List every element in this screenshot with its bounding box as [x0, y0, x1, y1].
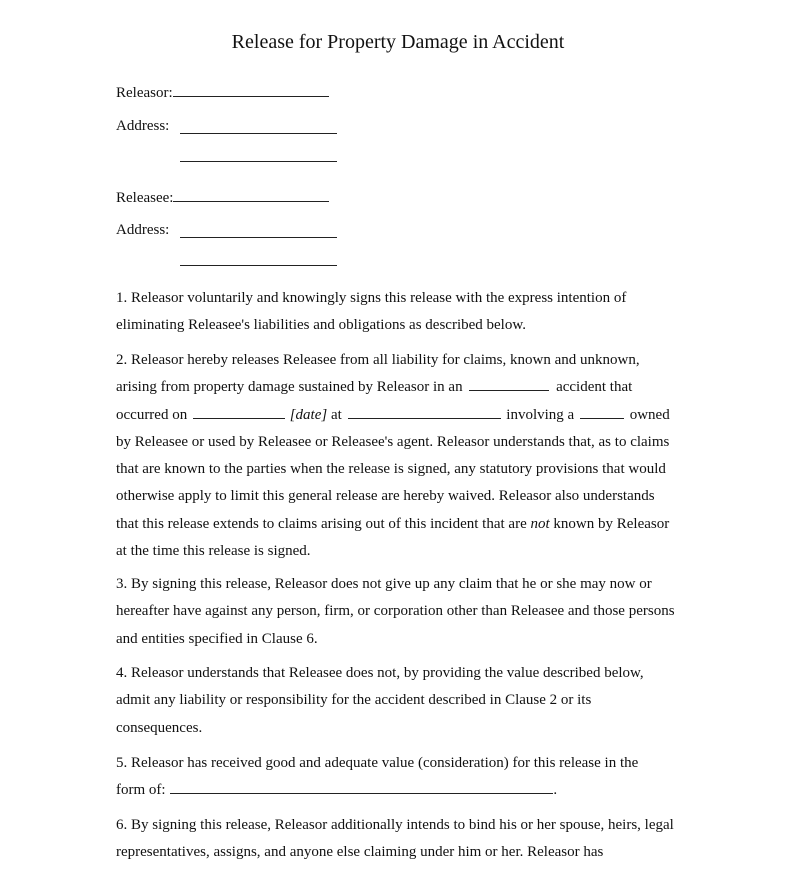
clause-2-rest-b: known by Releasor at the time this release is signed. [116, 515, 670, 560]
date-hint: [date] [289, 406, 328, 423]
clause-2-line-3 [116, 402, 682, 429]
clause-2-line-2 [116, 374, 682, 401]
location-blank[interactable] [348, 404, 501, 419]
clause-2-line-2a: arising from property damage sustained by Releasor in an [116, 379, 463, 396]
releasor-address-label: Address: [116, 118, 170, 134]
releasor-field [116, 82, 329, 102]
releasee-label: Releasee: [116, 190, 174, 206]
clause-2-line-2b: accident that [556, 379, 633, 396]
document-title: Release for Property Damage in Accident [231, 31, 565, 53]
clause-2 [116, 347, 682, 565]
clause-5 [116, 750, 688, 805]
clause-2-rest-a: by Releasee or used by Releasee or Releasee's agent. Releasor understands that, as to claims that are known to the parties when the release is signed, any statutory provisions that would otherwise apply to limit this general release are hereby waived. Releasor also understands that this release extends to claims arising out of this incident that are [116, 433, 670, 532]
clause-1-text: 1. Releasor voluntarily and knowingly signs this release with the express intention of eliminating Releasee's liabilities and obligations as described below. [116, 290, 627, 334]
date-blank[interactable] [193, 404, 285, 419]
clause-2-line-1 [116, 347, 682, 374]
clause-6 [116, 812, 676, 867]
clause-2-involving: involving a [506, 406, 575, 423]
releasee-field [116, 187, 329, 207]
clause-5-line-2 [116, 777, 688, 804]
clause-4-text: 4. Releasor understands that Releasee does not, by providing the value described below, admit any liability or responsibility for the accident described in Clause 2 or its consequences. [116, 665, 644, 736]
clause-3 [116, 571, 682, 653]
consideration-blank[interactable] [170, 779, 553, 794]
clause-2-at: at [330, 406, 342, 423]
clause-5-form-of: form of: [116, 782, 166, 799]
clause-2-occurred-on: occurred on [116, 406, 188, 423]
clause-2-not: not [530, 515, 550, 532]
releasor-address-field [116, 117, 169, 135]
accident-type-blank[interactable] [469, 376, 549, 391]
releasee-address-line-2[interactable] [180, 264, 337, 266]
releasee-address-line-1[interactable] [180, 236, 337, 238]
clause-2-line-1-text: 2. Releasor hereby releases Releasee from all liability for claims, known and unknown, [116, 352, 640, 368]
clause-1 [116, 285, 688, 340]
releasor-address-line-1[interactable] [180, 132, 337, 134]
releasor-blank[interactable] [173, 82, 329, 97]
clause-6-text: 6. By signing this release, Releasor additionally intends to bind his or her spouse, heirs, legal representatives, assigns, and anyone else claiming under him or her. Releasor has [116, 817, 674, 861]
releasor-label: Releasor: [116, 85, 173, 101]
clause-5-period: . [553, 782, 558, 799]
clause-4 [116, 660, 676, 742]
clause-5-line-1: 5. Releasor has received good and adequate value (consideration) for this release in the [116, 755, 639, 771]
clause-2-rest [116, 429, 676, 565]
releasee-address-field [116, 221, 169, 239]
property-blank[interactable] [580, 404, 624, 419]
releasee-address-label: Address: [116, 222, 170, 238]
clause-3-text: 3. By signing this release, Releasor does not give up any claim that he or she may now or hereafter have against any person, firm, or corporation other than Releasee and those persons and entities specified in Clause 6. [116, 576, 675, 647]
releasee-blank[interactable] [173, 187, 329, 202]
clause-2-owned: owned [629, 406, 670, 423]
releasor-address-line-2[interactable] [180, 160, 337, 162]
